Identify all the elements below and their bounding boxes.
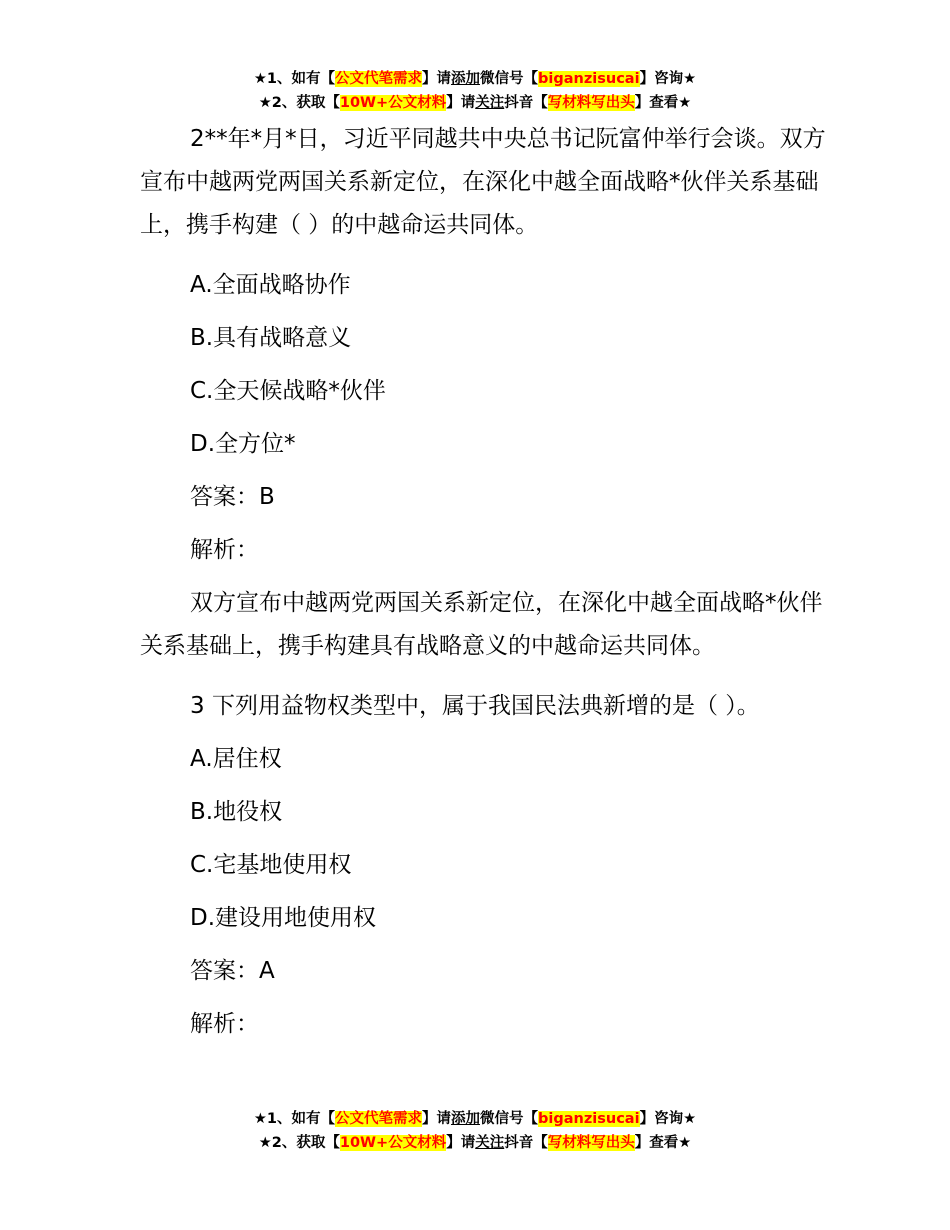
question-2-option-d: D.全方位* (190, 431, 296, 457)
question-3-option-c: C.宅基地使用权 (190, 852, 352, 878)
question-3-answer: 答案：A (190, 958, 275, 984)
banner-line-2: ★2、获取【10W+公文材料】请关注抖音【写材料写出头】查看★ (258, 95, 692, 111)
highlight-materials: 10W+公文材料 (339, 1135, 447, 1151)
question-2-answer: 答案：B (190, 484, 275, 510)
question-3-option-b: B.地役权 (190, 799, 283, 825)
document-body (140, 118, 830, 1056)
question-3-option-d: D.建设用地使用权 (190, 905, 377, 931)
question-2-option-b: B.具有战略意义 (190, 325, 352, 351)
question-3-option-a: A.居住权 (190, 746, 282, 772)
question-3-analysis-label: 解析： (190, 1011, 259, 1037)
question-2-option-a: A.全面战略协作 (190, 272, 351, 298)
highlight-materials: 10W+公文材料 (339, 95, 447, 111)
highlight-wechat-id: biganzisucai (538, 1111, 640, 1127)
question-2-analysis: 双方宣布中越两党两国关系新定位，在深化中越全面战略*伙伴关系基础上，携手构建具有战略意义的中越命运共同体。 (140, 590, 823, 659)
banner-line-2: ★2、获取【10W+公文材料】请关注抖音【写材料写出头】查看★ (258, 1135, 692, 1151)
highlight-douyin-account: 写材料写出头 (547, 95, 635, 111)
question-2-stem: 2**年*月*日，习近平同越共中央总书记阮富仲举行会谈。双方宣布中越两党两国关系新定位，在深化中越全面战略*伙伴关系基础上，携手构建（ ）的中越命运共同体。 (140, 126, 826, 238)
question-2-option-c: C.全天候战略*伙伴 (190, 378, 386, 404)
footer-banner (0, 1107, 950, 1155)
header-banner (0, 67, 950, 115)
banner-line-1: ★1、如有【公文代笔需求】请添加微信号【biganzisucai】咨询★ (253, 71, 697, 87)
question-3-stem: 3 下列用益物权类型中，属于我国民法典新增的是（ ）。 (190, 693, 760, 719)
highlight-douyin-account: 写材料写出头 (547, 1135, 635, 1151)
question-2-analysis-label: 解析： (190, 537, 259, 563)
highlight-wechat-id: biganzisucai (538, 71, 640, 87)
highlight-ghostwriting: 公文代笔需求 (335, 71, 423, 87)
banner-line-1: ★1、如有【公文代笔需求】请添加微信号【biganzisucai】咨询★ (253, 1111, 697, 1127)
highlight-ghostwriting: 公文代笔需求 (335, 1111, 423, 1127)
